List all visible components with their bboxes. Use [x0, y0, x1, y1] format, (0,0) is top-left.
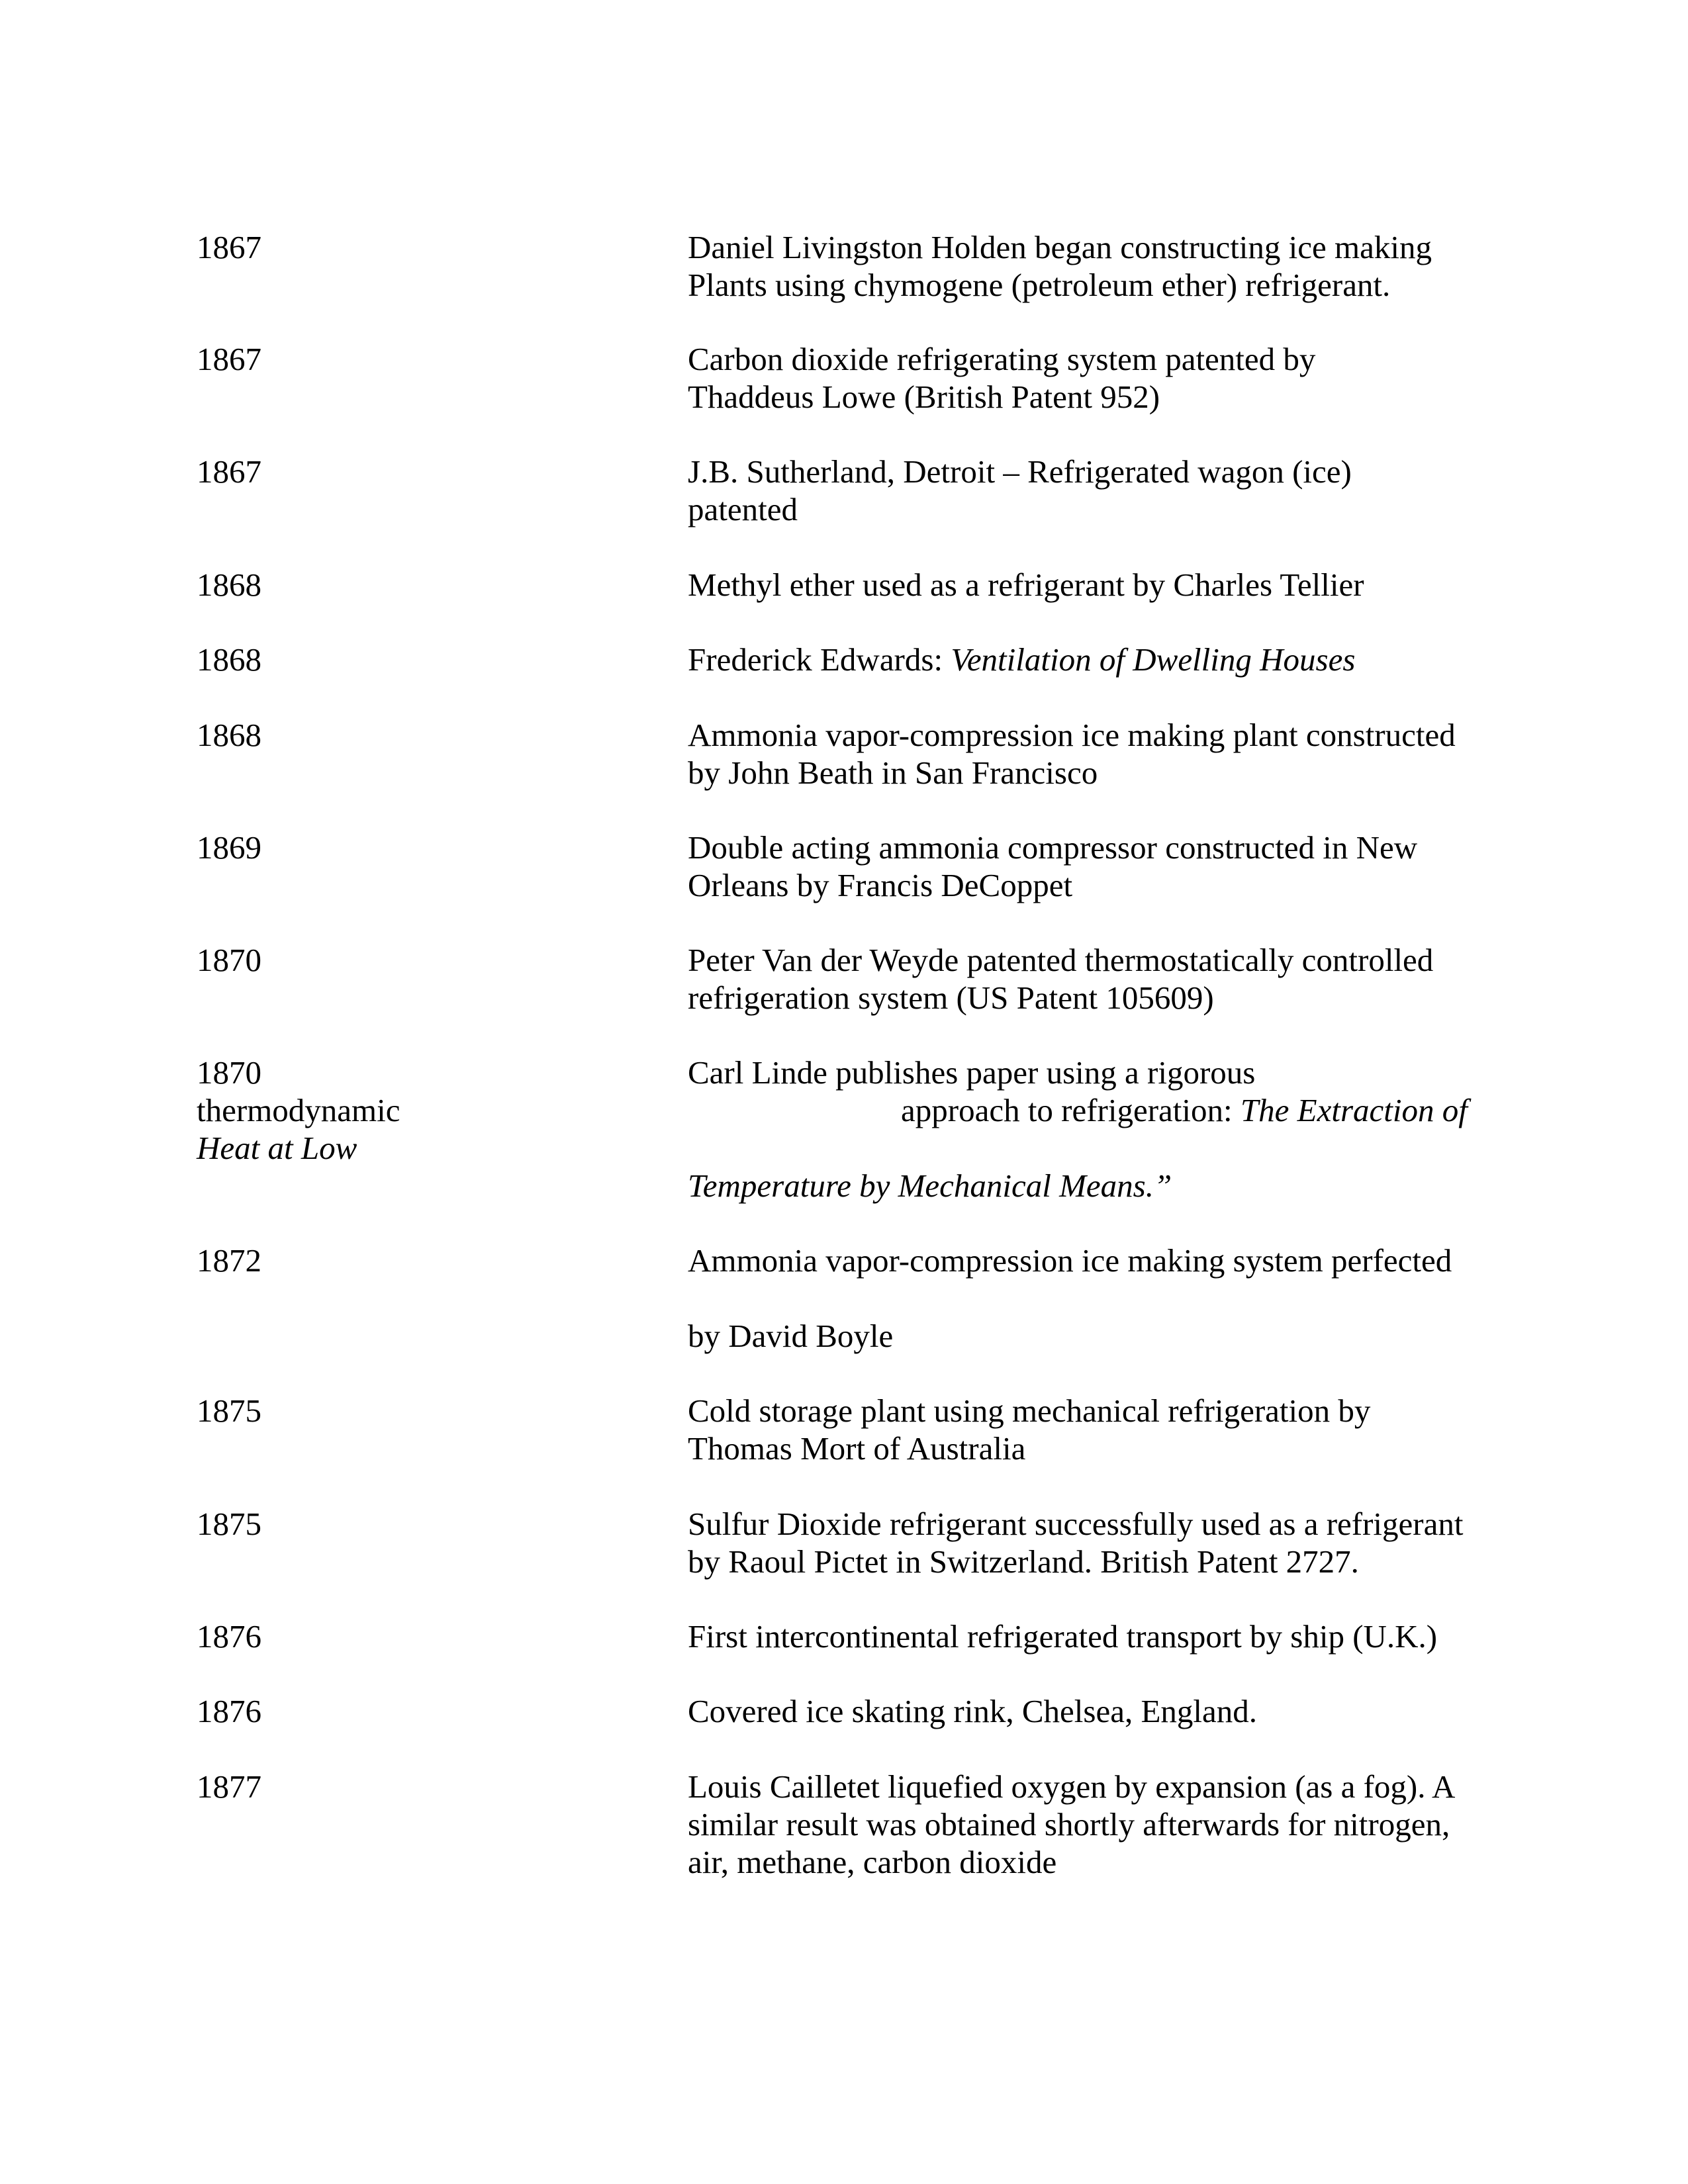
entry-line: refrigeration system (US Patent 105609) — [688, 979, 1214, 1016]
entry-description — [688, 1392, 1535, 1467]
entry-overflow-text: thermodynamic — [197, 1092, 400, 1128]
entry-text: Frederick Edwards: — [688, 641, 951, 678]
entry-line: air, methane, carbon dioxide — [688, 1844, 1057, 1880]
entry-line: Plants using chymogene (petroleum ether) refrigerant. — [688, 267, 1391, 303]
entry-line: Sulfur Dioxide refrigerant successfully used as a refrigerant — [688, 1506, 1464, 1542]
entry-line: patented — [688, 491, 798, 527]
entry-line: by Raoul Pictet in Switzerland. British Patent 2727. — [688, 1543, 1359, 1580]
entry-line: Cold storage plant using mechanical refrigeration by — [688, 1392, 1371, 1429]
entry-line: Double acting ammonia compressor constructed in New — [688, 829, 1418, 866]
entry-line: Carl Linde publishes paper using a rigorous — [688, 1054, 1256, 1091]
entry-line: Ammonia vapor-compression ice making system perfected — [688, 1242, 1452, 1279]
entry-line: Thomas Mort of Australia — [688, 1430, 1026, 1467]
entry-title: Temperature by Mechanical Means.” — [688, 1167, 1172, 1204]
entry-line: Thaddeus Lowe (British Patent 952) — [688, 379, 1160, 415]
entry-title: The Extraction of — [1240, 1092, 1468, 1128]
entry-description — [688, 228, 1535, 304]
entry-year: 1870 — [197, 942, 261, 978]
entry-line — [688, 641, 1535, 678]
entry-year: 1875 — [197, 1392, 261, 1429]
entry-year: 1876 — [197, 1693, 261, 1729]
entry-description — [688, 340, 1535, 416]
entry-line: Orleans by Francis DeCoppet — [688, 867, 1073, 903]
entry-year: 1867 — [197, 341, 261, 377]
entry-line: Daniel Livingston Holden began constructing ice making — [688, 229, 1432, 265]
entry-year-block — [197, 1054, 400, 1167]
entry-line: by David Boyle — [688, 1318, 894, 1354]
entry-text: approach to refrigeration: — [901, 1092, 1241, 1128]
entry-line: similar result was obtained shortly afterwards for nitrogen, — [688, 1806, 1450, 1843]
entry-line — [688, 1091, 1535, 1129]
entry-line: by John Beath in San Francisco — [688, 754, 1098, 791]
entry-description-continued — [688, 1167, 1535, 1205]
entry-line: Carbon dioxide refrigerating system patented by — [688, 341, 1316, 377]
entry-year: 1872 — [197, 1242, 261, 1279]
entry-description — [688, 566, 1535, 604]
entry-description — [688, 1505, 1535, 1580]
entry-year: 1876 — [197, 1618, 261, 1655]
entry-year: 1877 — [197, 1768, 261, 1805]
entry-description — [688, 829, 1535, 904]
entry-description — [688, 1054, 1535, 1129]
entry-overflow-text: Heat at Low — [197, 1130, 357, 1166]
entry-year: 1870 — [197, 1054, 261, 1091]
entry-line: Peter Van der Weyde patented thermostatically controlled — [688, 942, 1434, 978]
entry-year: 1867 — [197, 453, 261, 490]
entry-description — [688, 941, 1535, 1017]
entry-line: Louis Cailletet liquefied oxygen by expansion (as a fog). A — [688, 1768, 1456, 1805]
entry-year: 1868 — [197, 567, 261, 603]
entry-line: Covered ice skating rink, Chelsea, England. — [688, 1693, 1257, 1729]
entry-year: 1867 — [197, 229, 261, 265]
entry-description-continued — [688, 1317, 1535, 1355]
entry-year: 1875 — [197, 1506, 261, 1542]
entry-description — [688, 1242, 1535, 1279]
entry-line: Ammonia vapor-compression ice making plant constructed — [688, 717, 1456, 753]
entry-description — [688, 1617, 1535, 1655]
entry-title: Ventilation of Dwelling Houses — [951, 641, 1356, 678]
entry-line: First intercontinental refrigerated transport by ship (U.K.) — [688, 1618, 1438, 1655]
entry-year: 1869 — [197, 829, 261, 866]
entry-line: J.B. Sutherland, Detroit – Refrigerated wagon (ice) — [688, 453, 1352, 490]
entry-description — [688, 453, 1535, 528]
entry-year: 1868 — [197, 641, 261, 678]
entry-line: Methyl ether used as a refrigerant by Charles Tellier — [688, 567, 1364, 603]
entry-description — [688, 716, 1535, 792]
entry-year: 1868 — [197, 717, 261, 753]
entry-description — [688, 641, 1535, 678]
entry-description — [688, 1768, 1535, 1881]
entry-description — [688, 1692, 1535, 1730]
